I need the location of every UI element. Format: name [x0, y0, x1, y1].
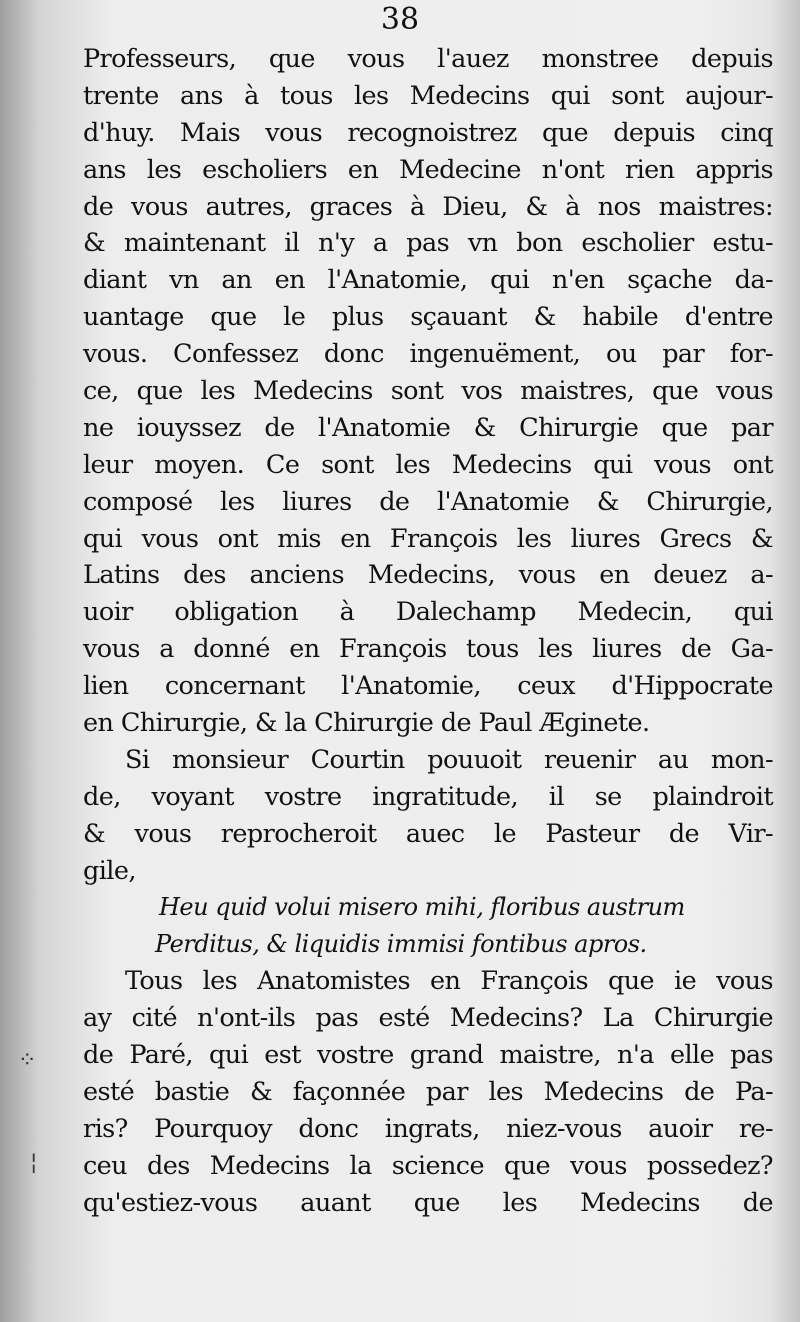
- text-line: ans les escholiers en Medecine n'ont rien appris: [83, 154, 773, 185]
- text-line: vous. Confessez donc ingenuëment, ou par for-: [83, 339, 773, 370]
- text-line: & maintenant il n'y a pas vn bon escholier estu-: [83, 228, 773, 259]
- body-text: [83, 41, 773, 1222]
- text-line: d'huy. Mais vous recognoistrez que depuis cinq: [83, 117, 773, 148]
- text-line: ceu des Medecins la science que vous possedez?: [83, 1150, 773, 1181]
- text-line: de vous autres, graces à Dieu, & à nos maistres:: [83, 191, 773, 222]
- text-line: qui vous ont mis en François les liures Grecs &: [83, 523, 773, 554]
- text-line: ce, que les Medecins sont vos maistres, que vous: [83, 376, 773, 407]
- text-line: & vous reprocheroit auec le Pasteur de Vir-: [83, 818, 773, 849]
- text-line: uantage que le plus sçauant & habile d'entre: [83, 302, 773, 333]
- text-line: de, voyant vostre ingratitude, il se plaindroit: [83, 781, 773, 812]
- text-line: Tous les Anatomistes en François que ie vous: [125, 966, 773, 997]
- text-line: ay cité n'ont-ils pas esté Medecins? La Chirurgie: [83, 1003, 773, 1034]
- text-line: de Paré, qui est vostre grand maistre, n'a elle pas: [83, 1040, 773, 1071]
- text-line: qu'estiez-vous auant que les Medecins de: [83, 1187, 773, 1218]
- text-line: composé les liures de l'Anatomie & Chirurgie,: [83, 486, 773, 517]
- margin-ink-mark: ⁘: [18, 1048, 37, 1073]
- text-line: uoir obligation à Dalechamp Medecin, qui: [83, 597, 773, 628]
- text-line: diant vn an en l'Anatomie, qui n'en sçache da-: [83, 265, 773, 296]
- text-line: vous a donné en François tous les liures de Ga-: [83, 634, 773, 665]
- text-line: Professeurs, que vous l'auez monstree depuis: [83, 44, 773, 74]
- text-line: esté bastie & façonnée par les Medecins de Pa-: [83, 1076, 773, 1107]
- verse-line: Heu quid volui misero mihi, floribus austrum: [159, 893, 685, 922]
- text-line: lien concernant l'Anatomie, ceux d'Hippocrate: [83, 671, 773, 702]
- verse-line: Perditus, & liquidis immisi fontibus apros.: [155, 930, 647, 959]
- margin-ink-mark: ¦: [30, 1150, 38, 1175]
- text-line: gile,: [83, 855, 136, 886]
- page-number: 38: [380, 2, 420, 37]
- text-line: Latins des anciens Medecins, vous en deuez a-: [83, 560, 773, 591]
- text-line: leur moyen. Ce sont les Medecins qui vous ont: [83, 449, 773, 480]
- text-line: ris? Pourquoy donc ingrats, niez-vous auoir re-: [83, 1113, 773, 1144]
- text-line: Si monsieur Courtin pouuoit reuenir au mon-: [125, 744, 773, 775]
- text-line: en Chirurgie, & la Chirurgie de Paul Æginete.: [83, 708, 650, 739]
- text-line: ne iouyssez de l'Anatomie & Chirurgie que par: [83, 412, 773, 443]
- text-line: trente ans à tous les Medecins qui sont aujour-: [83, 80, 773, 111]
